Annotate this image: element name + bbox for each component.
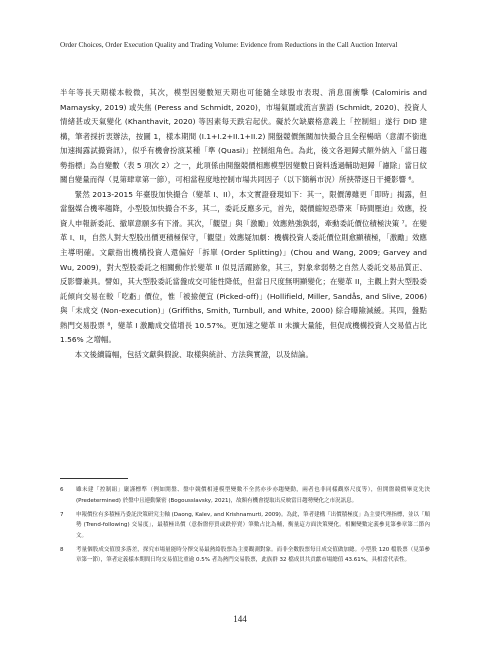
footnote-number: 8 xyxy=(60,546,64,553)
paragraph: 緊然 2013-2015 年臺股加快撮合（變革 I、II），本文實證發現如下：其一，限價薄雖更「即時」揭露，但當盤媒合機率趨降，小型股加快撮合不多，其二，委託反應多元，首先，競價縮短恐帶來「時間壓迫」效應，投資人申報新委託、撤單意願多有下滑。其次，「觀望」與「激勵」效應熟強孰弱，牽動委託價位積極決策 ⁷。在變革 I、II，自然人對大型股出價更積極保守，「觀望」效應疑加劇：機構投資人委託價位則愈顯積極，「激勵」效應主導明確。文獻指出機構投資人還偏好「拆單 (Order Splitting)」(Chou and Wang, 2009; Garvey and Wu, 2009)，對大型股委託之相關動作於變革 II 似見活躍跡象，其三，對象傘弱勢之自然人委託交易品質正、反影響兼具。譬如，其大型股委託當盤成交可能性降低，但當日尺度無明顯變化；在變革 II，主觀上對大型股委託傾向交易在較「吃虧」價位，惟「被撿便宜 (Picked-off)」(Hollifield, Miller, Sandås, and Slive, 2006) 與「未成交 (Non-execution)」(Griffiths, Smith, Turnbull, and White, 2000) 綜合曝險減緩。其四，盤點熱門交易股票 ⁸，變革 I 激勵成交值增長 10.57%。更加速之變革 II 未擴大量能，但促成機構投資人交易值占比 1.56% 之增幅。 xyxy=(60,189,427,345)
footnote-separator xyxy=(60,478,128,479)
footnotes xyxy=(60,485,430,569)
body-text xyxy=(60,86,427,362)
paragraph: 本文後續篇幅，包括文獻與假說、取樣與統計、方法與實證，以及結論。 xyxy=(74,349,313,359)
paragraph: 半年等長天期樣本較微，其次，模型因變數短天期也可能隨全球股市表現、消息面衝擊 (Calomiris and Mamaysky, 2019) 或失焦 (Peress and Schmidt, 2020)，市場氣圍或流言蜚語 (Schmidt, 2020)、投資人情緒甚或天氣變化 (Khanthavit, 2020) 等因素每天跌宕起伏。礙於欠缺嚴格意義上「控制組」遂行 DID 建構，筆者採折衷辦法，按圖 1，樣本期間 (I.1+I.2+II.1+II.2) 開盤競價無關加快撮合且全程暢暗（意謂不銜進加速揭露試撮資訊），似乎有機會扮演某種「準 (Quasi)」控制組角色。為此，後文各迴歸式額外納入「當日趨勢指標」為自變數（表 5 項次 2）之一，此項係由開盤競價相應模型因變數日資料透過輔助迴歸「濾除」當日紋關自變量而得（見第肆章第一節），可相當程度地控制市場共同因子（以下簡稱市況）所挾帶逐日干擾影響 ⁶。 xyxy=(60,88,427,185)
footnote xyxy=(60,545,430,566)
footnote xyxy=(60,510,430,542)
footnote-text: 申報價位有多積極乃委託決策研究主軸 (Daong, Kalev, and Krishnamurti, 2009)。為此，筆者建構「出價積極度」為主要代理指標，並以「順勢 (Trend-following) 交易度」，最積極出價（意指盤停買或跌停賣）筆數占比為輔，衡量這方面決策變化。相關變數定義參見第參章第二節內文。 xyxy=(76,511,430,539)
page-number: 144 xyxy=(233,614,247,624)
running-header: Order Choices, Order Execution Quality and Trading Volume: Evidence from Reductions in the Call Auction Interval xyxy=(60,41,398,49)
footnote-number: 7 xyxy=(60,511,64,518)
footnote-text: 考量個股成交值殷多落差，探究市場量能時分擇交易最熱絡股票為主要觀測對象。而非全數股票每日成交值做加總。小型股 120 檔股票（見第參章第一節），筆者定義樣本期間日均交易值比重逾 0.5% 者為熱門交易股票，此族群 32 檔成員共貢獻市場總值 43.61%，具相當代表性。 xyxy=(76,546,430,563)
footnote xyxy=(60,485,430,506)
footnote-text: 雖未建「控制組」嚴謹標準（例如開盤、盤中競價相連模型變數不全然亦步亦趨變動，兩者也非同樣觀察尺度等），但開盤競價畢竟先決 (Predetermined) 於盤中且連動緊密 (Bogousslavsky, 2021)，故額有機會提取出反映當日趨勢變化之市況訊息。 xyxy=(76,487,430,504)
footnote-number: 6 xyxy=(60,487,64,493)
